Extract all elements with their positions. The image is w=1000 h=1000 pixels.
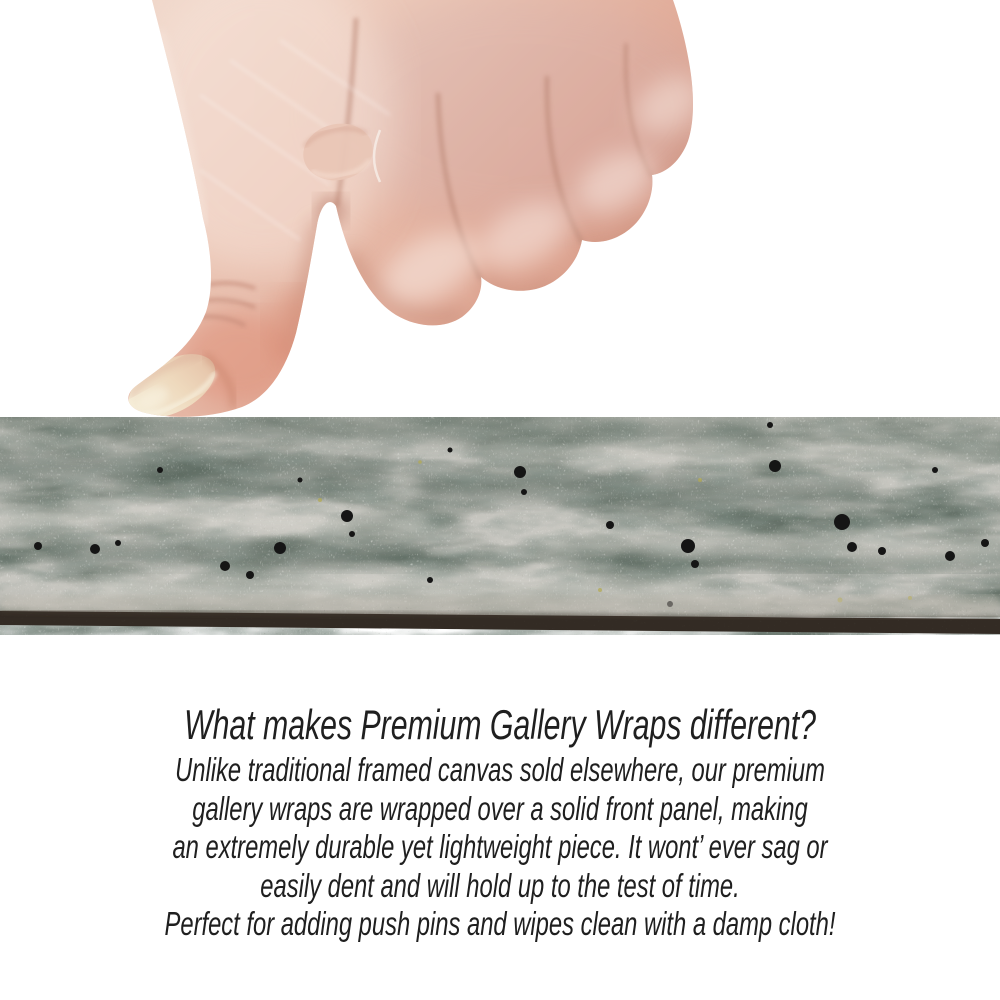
caption-block (140, 702, 860, 944)
caption-line-3: an extremely durable yet lightweight piece. It wont’ ever sag or (172, 828, 828, 866)
caption-line-2: gallery wraps are wrapped over a solid front panel, making (192, 789, 808, 827)
caption-line-4: easily dent and will hold up to the test of time. (260, 866, 740, 904)
canvas-strip (0, 417, 1000, 634)
caption-line-1: Unlike traditional framed canvas sold elsewhere, our premium (175, 751, 825, 788)
hand-photo (118, 0, 715, 431)
caption-line-5: Perfect for adding push pins and wipes clean with a damp cloth! (164, 905, 836, 943)
caption-heading: What makes Premium Gallery Wraps different? (184, 701, 816, 748)
